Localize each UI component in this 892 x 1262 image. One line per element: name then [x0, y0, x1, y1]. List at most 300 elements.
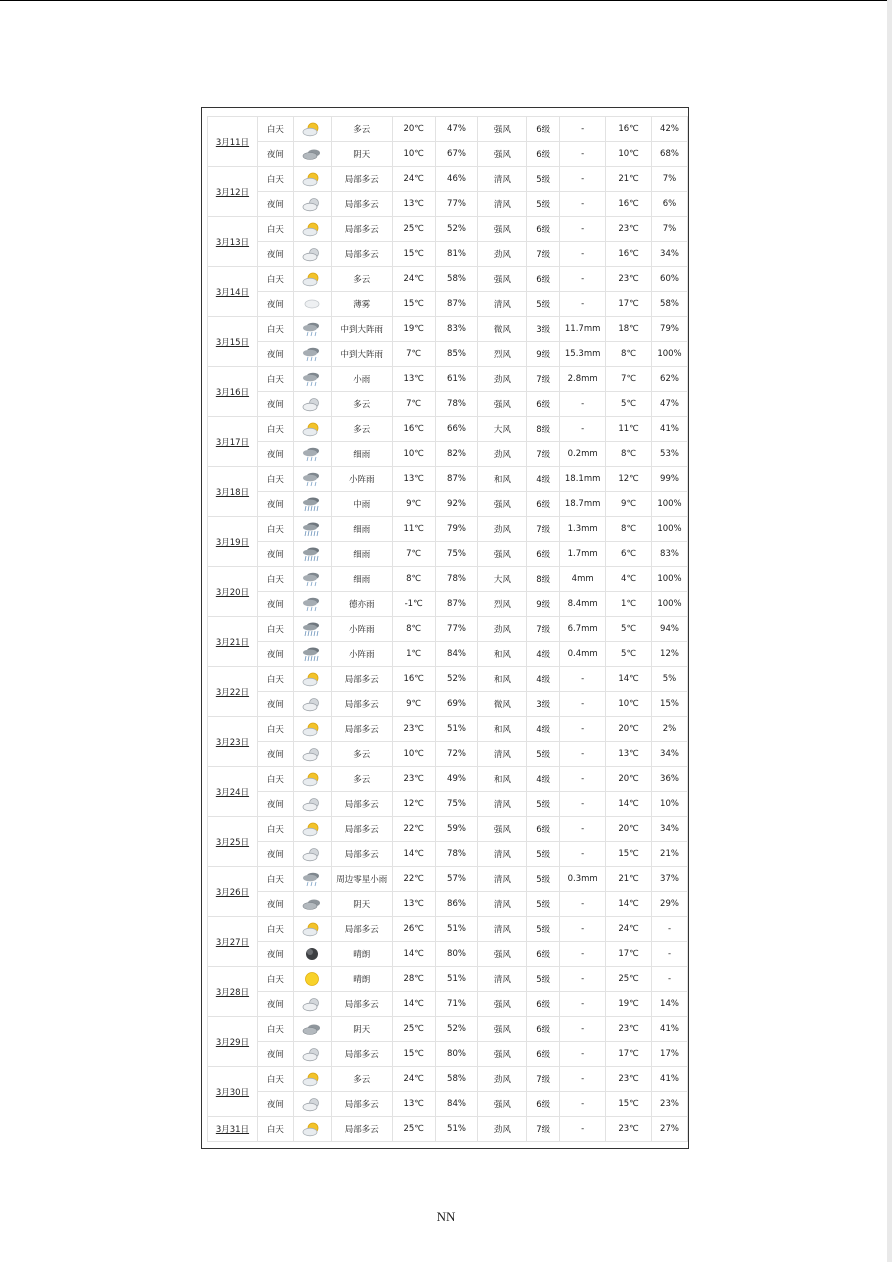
- feels-like-cell: 20℃: [606, 767, 652, 792]
- period-cell: 夜间: [257, 292, 293, 317]
- wind-level-cell: 5级: [527, 842, 560, 867]
- wind-level-cell: 4级: [527, 642, 560, 667]
- period-cell: 白天: [257, 1067, 293, 1092]
- humidity-cell: 71%: [435, 992, 478, 1017]
- top-rule: [0, 0, 892, 1]
- weather-icon-cell: [293, 567, 331, 592]
- period-cell: 夜间: [257, 1042, 293, 1067]
- precipitation-cell: -: [560, 217, 606, 242]
- table-row: [208, 642, 688, 667]
- feels-like-cell: 21℃: [606, 167, 652, 192]
- condition-cell: 晴朗: [331, 967, 392, 992]
- sun-icon: [294, 971, 331, 987]
- humidity-cell: 61%: [435, 367, 478, 392]
- table-row: [208, 1067, 688, 1092]
- cloud-cover-cell: 7%: [651, 167, 687, 192]
- precipitation-cell: -: [560, 1017, 606, 1042]
- precipitation-cell: -: [560, 242, 606, 267]
- wind-level-cell: 7级: [527, 367, 560, 392]
- partly-cloudy-icon: [294, 1121, 331, 1137]
- condition-cell: 中到大阵雨: [331, 342, 392, 367]
- humidity-cell: 84%: [435, 1092, 478, 1117]
- humidity-cell: 47%: [435, 117, 478, 142]
- table-row: [208, 392, 688, 417]
- cloud-cover-cell: 17%: [651, 1042, 687, 1067]
- humidity-cell: 49%: [435, 767, 478, 792]
- feels-like-cell: 14℃: [606, 792, 652, 817]
- cloud-cover-cell: 34%: [651, 742, 687, 767]
- weather-icon-cell: [293, 117, 331, 142]
- partly-cloudy-icon: [294, 121, 331, 137]
- wind-level-cell: 9级: [527, 592, 560, 617]
- period-cell: 白天: [257, 167, 293, 192]
- precipitation-cell: -: [560, 967, 606, 992]
- weather-icon-cell: [293, 767, 331, 792]
- precipitation-cell: 1.3mm: [560, 517, 606, 542]
- cloud-cover-cell: 2%: [651, 717, 687, 742]
- wind-cell: 和风: [478, 467, 527, 492]
- feels-like-cell: 13℃: [606, 742, 652, 767]
- period-cell: 白天: [257, 267, 293, 292]
- rain-icon: [294, 596, 331, 612]
- feels-like-cell: 20℃: [606, 717, 652, 742]
- wind-cell: 强风: [478, 1042, 527, 1067]
- condition-cell: 德亦雨: [331, 592, 392, 617]
- cloud-cover-cell: 83%: [651, 542, 687, 567]
- precipitation-cell: 2.8mm: [560, 367, 606, 392]
- cloud-cover-cell: 60%: [651, 267, 687, 292]
- temperature-cell: 16℃: [392, 667, 435, 692]
- wind-level-cell: 4级: [527, 667, 560, 692]
- condition-cell: 局部多云: [331, 692, 392, 717]
- temperature-cell: 8℃: [392, 567, 435, 592]
- feels-like-cell: 14℃: [606, 667, 652, 692]
- cloud-cover-cell: 10%: [651, 792, 687, 817]
- precipitation-cell: -: [560, 117, 606, 142]
- period-cell: 白天: [257, 717, 293, 742]
- cloud-cover-cell: 15%: [651, 692, 687, 717]
- rain-icon: [294, 871, 331, 887]
- feels-like-cell: 10℃: [606, 692, 652, 717]
- period-cell: 夜间: [257, 342, 293, 367]
- humidity-cell: 51%: [435, 717, 478, 742]
- period-cell: 夜间: [257, 592, 293, 617]
- period-cell: 白天: [257, 917, 293, 942]
- wind-level-cell: 9级: [527, 342, 560, 367]
- weather-icon-cell: [293, 367, 331, 392]
- weather-icon-cell: [293, 167, 331, 192]
- precipitation-cell: -: [560, 892, 606, 917]
- cloud-cover-cell: 5%: [651, 667, 687, 692]
- temperature-cell: 8℃: [392, 617, 435, 642]
- partly-cloudy-icon: [294, 721, 331, 737]
- humidity-cell: 81%: [435, 242, 478, 267]
- partly-cloudy-icon: [294, 921, 331, 937]
- weather-icon-cell: [293, 242, 331, 267]
- period-cell: 白天: [257, 767, 293, 792]
- humidity-cell: 67%: [435, 142, 478, 167]
- weather-icon-cell: [293, 342, 331, 367]
- precipitation-cell: 0.3mm: [560, 867, 606, 892]
- rain-icon: [294, 371, 331, 387]
- feels-like-cell: 11℃: [606, 417, 652, 442]
- condition-cell: 局部多云: [331, 992, 392, 1017]
- weather-icon-cell: [293, 717, 331, 742]
- rain-icon: [294, 571, 331, 587]
- temperature-cell: 14℃: [392, 992, 435, 1017]
- period-cell: 夜间: [257, 192, 293, 217]
- period-cell: 夜间: [257, 892, 293, 917]
- wind-level-cell: 6级: [527, 542, 560, 567]
- wind-cell: 劲风: [478, 242, 527, 267]
- humidity-cell: 83%: [435, 317, 478, 342]
- temperature-cell: 24℃: [392, 267, 435, 292]
- table-row: [208, 667, 688, 692]
- feels-like-cell: 12℃: [606, 467, 652, 492]
- date-cell: 3月21日: [208, 617, 258, 667]
- condition-cell: 细雨: [331, 567, 392, 592]
- temperature-cell: 13℃: [392, 367, 435, 392]
- condition-cell: 中雨: [331, 492, 392, 517]
- wind-cell: 劲风: [478, 517, 527, 542]
- precipitation-cell: 4mm: [560, 567, 606, 592]
- period-cell: 夜间: [257, 792, 293, 817]
- table-row: [208, 917, 688, 942]
- humidity-cell: 86%: [435, 892, 478, 917]
- feels-like-cell: 25℃: [606, 967, 652, 992]
- temperature-cell: 1℃: [392, 642, 435, 667]
- condition-cell: 局部多云: [331, 842, 392, 867]
- date-cell: 3月20日: [208, 567, 258, 617]
- wind-level-cell: 3级: [527, 692, 560, 717]
- wind-level-cell: 4级: [527, 767, 560, 792]
- table-row: [208, 892, 688, 917]
- temperature-cell: 22℃: [392, 867, 435, 892]
- period-cell: 白天: [257, 467, 293, 492]
- table-row: [208, 967, 688, 992]
- temperature-cell: 25℃: [392, 1017, 435, 1042]
- partly-cloudy-icon: [294, 671, 331, 687]
- table-row: [208, 867, 688, 892]
- temperature-cell: 16℃: [392, 417, 435, 442]
- precipitation-cell: -: [560, 792, 606, 817]
- condition-cell: 细雨: [331, 517, 392, 542]
- period-cell: 白天: [257, 817, 293, 842]
- table-row: [208, 217, 688, 242]
- table-row: [208, 117, 688, 142]
- condition-cell: 多云: [331, 1067, 392, 1092]
- period-cell: 夜间: [257, 542, 293, 567]
- weather-icon-cell: [293, 617, 331, 642]
- weather-icon-cell: [293, 992, 331, 1017]
- precipitation-cell: -: [560, 667, 606, 692]
- weather-icon-cell: [293, 417, 331, 442]
- weather-icon-cell: [293, 392, 331, 417]
- wind-cell: 强风: [478, 392, 527, 417]
- condition-cell: 局部多云: [331, 167, 392, 192]
- feels-like-cell: 23℃: [606, 217, 652, 242]
- precipitation-cell: -: [560, 417, 606, 442]
- temperature-cell: 23℃: [392, 767, 435, 792]
- condition-cell: 多云: [331, 267, 392, 292]
- humidity-cell: 51%: [435, 1117, 478, 1142]
- temperature-cell: 26℃: [392, 917, 435, 942]
- partly-cloudy-icon: [294, 771, 331, 787]
- date-cell: 3月31日: [208, 1117, 258, 1142]
- temperature-cell: 24℃: [392, 1067, 435, 1092]
- date-cell: 3月29日: [208, 1017, 258, 1067]
- humidity-cell: 72%: [435, 742, 478, 767]
- feels-like-cell: 10℃: [606, 142, 652, 167]
- wind-level-cell: 6级: [527, 817, 560, 842]
- humidity-cell: 52%: [435, 1017, 478, 1042]
- period-cell: 白天: [257, 867, 293, 892]
- temperature-cell: 9℃: [392, 692, 435, 717]
- night-cloudy-icon: [294, 996, 331, 1012]
- feels-like-cell: 5℃: [606, 642, 652, 667]
- weather-icon-cell: [293, 1117, 331, 1142]
- weather-icon-cell: [293, 642, 331, 667]
- wind-level-cell: 5级: [527, 167, 560, 192]
- wind-level-cell: 4级: [527, 467, 560, 492]
- condition-cell: 局部多云: [331, 1042, 392, 1067]
- temperature-cell: -1℃: [392, 592, 435, 617]
- humidity-cell: 78%: [435, 567, 478, 592]
- table-row: [208, 842, 688, 867]
- period-cell: 白天: [257, 1017, 293, 1042]
- precipitation-cell: -: [560, 917, 606, 942]
- feels-like-cell: 23℃: [606, 267, 652, 292]
- temperature-cell: 14℃: [392, 842, 435, 867]
- feels-like-cell: 23℃: [606, 1017, 652, 1042]
- weather-icon-cell: [293, 942, 331, 967]
- table-row: [208, 442, 688, 467]
- cloud-cover-cell: -: [651, 942, 687, 967]
- condition-cell: 局部多云: [331, 917, 392, 942]
- condition-cell: 小雨: [331, 367, 392, 392]
- cloud-cover-cell: 58%: [651, 292, 687, 317]
- wind-level-cell: 5级: [527, 892, 560, 917]
- wind-cell: 强风: [478, 117, 527, 142]
- feels-like-cell: 7℃: [606, 367, 652, 392]
- humidity-cell: 57%: [435, 867, 478, 892]
- humidity-cell: 78%: [435, 842, 478, 867]
- weather-icon-cell: [293, 792, 331, 817]
- humidity-cell: 69%: [435, 692, 478, 717]
- weather-icon-cell: [293, 1042, 331, 1067]
- period-cell: 白天: [257, 317, 293, 342]
- period-cell: 白天: [257, 417, 293, 442]
- table-row: [208, 492, 688, 517]
- cloud-cover-cell: 37%: [651, 867, 687, 892]
- cloud-cover-cell: 99%: [651, 467, 687, 492]
- feels-like-cell: 19℃: [606, 992, 652, 1017]
- precipitation-cell: -: [560, 1117, 606, 1142]
- table-row: [208, 1117, 688, 1142]
- cloud-cover-cell: 100%: [651, 567, 687, 592]
- date-cell: 3月11日: [208, 117, 258, 167]
- feels-like-cell: 15℃: [606, 1092, 652, 1117]
- humidity-cell: 80%: [435, 942, 478, 967]
- condition-cell: 晴朗: [331, 942, 392, 967]
- cloud-cover-cell: 7%: [651, 217, 687, 242]
- wind-cell: 强风: [478, 1092, 527, 1117]
- precipitation-cell: 0.4mm: [560, 642, 606, 667]
- condition-cell: 局部多云: [331, 192, 392, 217]
- date-cell: 3月25日: [208, 817, 258, 867]
- wind-level-cell: 6级: [527, 942, 560, 967]
- wind-cell: 劲风: [478, 1117, 527, 1142]
- feels-like-cell: 9℃: [606, 492, 652, 517]
- cloud-cover-cell: 14%: [651, 992, 687, 1017]
- feels-like-cell: 17℃: [606, 942, 652, 967]
- cloud-cover-cell: 94%: [651, 617, 687, 642]
- weather-icon-cell: [293, 492, 331, 517]
- partly-cloudy-icon: [294, 271, 331, 287]
- wind-cell: 清风: [478, 867, 527, 892]
- wind-cell: 清风: [478, 967, 527, 992]
- wind-level-cell: 5级: [527, 292, 560, 317]
- date-cell: 3月22日: [208, 667, 258, 717]
- period-cell: 夜间: [257, 492, 293, 517]
- cloud-cover-cell: 23%: [651, 1092, 687, 1117]
- cloud-cover-cell: 34%: [651, 242, 687, 267]
- wind-cell: 清风: [478, 167, 527, 192]
- cloud-cover-cell: 100%: [651, 517, 687, 542]
- condition-cell: 多云: [331, 742, 392, 767]
- wind-level-cell: 6级: [527, 1092, 560, 1117]
- wind-cell: 强风: [478, 942, 527, 967]
- night-cloudy-icon: [294, 696, 331, 712]
- precipitation-cell: -: [560, 942, 606, 967]
- rain-icon: [294, 346, 331, 362]
- temperature-cell: 15℃: [392, 242, 435, 267]
- wind-cell: 强风: [478, 267, 527, 292]
- temperature-cell: 15℃: [392, 1042, 435, 1067]
- wind-level-cell: 5级: [527, 967, 560, 992]
- mist-icon: [294, 296, 331, 312]
- precipitation-cell: -: [560, 292, 606, 317]
- feels-like-cell: 8℃: [606, 342, 652, 367]
- period-cell: 夜间: [257, 642, 293, 667]
- table-row: [208, 267, 688, 292]
- table-row: [208, 617, 688, 642]
- precipitation-cell: -: [560, 992, 606, 1017]
- precipitation-cell: -: [560, 392, 606, 417]
- precipitation-cell: -: [560, 1067, 606, 1092]
- heavy-rain-icon: [294, 521, 331, 537]
- weather-table-body: [208, 117, 688, 1142]
- wind-level-cell: 6级: [527, 492, 560, 517]
- feels-like-cell: 16℃: [606, 192, 652, 217]
- condition-cell: 多云: [331, 417, 392, 442]
- heavy-rain-icon: [294, 546, 331, 562]
- condition-cell: 局部多云: [331, 217, 392, 242]
- condition-cell: 细雨: [331, 542, 392, 567]
- feels-like-cell: 18℃: [606, 317, 652, 342]
- cloud-cover-cell: 100%: [651, 342, 687, 367]
- wind-cell: 和风: [478, 717, 527, 742]
- weather-icon-cell: [293, 217, 331, 242]
- condition-cell: 局部多云: [331, 1117, 392, 1142]
- table-row: [208, 567, 688, 592]
- wind-cell: 和风: [478, 767, 527, 792]
- humidity-cell: 52%: [435, 217, 478, 242]
- period-cell: 白天: [257, 367, 293, 392]
- weather-icon-cell: [293, 892, 331, 917]
- precipitation-cell: 1.7mm: [560, 542, 606, 567]
- humidity-cell: 87%: [435, 592, 478, 617]
- period-cell: 夜间: [257, 242, 293, 267]
- table-row: [208, 167, 688, 192]
- wind-cell: 清风: [478, 742, 527, 767]
- night-cloudy-icon: [294, 246, 331, 262]
- table-row: [208, 1017, 688, 1042]
- period-cell: 白天: [257, 967, 293, 992]
- wind-cell: 强风: [478, 492, 527, 517]
- cloud-cover-cell: 41%: [651, 1067, 687, 1092]
- condition-cell: 局部多云: [331, 1092, 392, 1117]
- humidity-cell: 85%: [435, 342, 478, 367]
- weather-icon-cell: [293, 192, 331, 217]
- page-number: NN: [436, 1209, 456, 1224]
- moon-icon: [294, 946, 331, 962]
- humidity-cell: 52%: [435, 667, 478, 692]
- period-cell: 夜间: [257, 142, 293, 167]
- cloud-cover-cell: 12%: [651, 642, 687, 667]
- date-cell: 3月23日: [208, 717, 258, 767]
- wind-cell: 强风: [478, 142, 527, 167]
- feels-like-cell: 23℃: [606, 1117, 652, 1142]
- precipitation-cell: -: [560, 742, 606, 767]
- rain-icon: [294, 471, 331, 487]
- humidity-cell: 84%: [435, 642, 478, 667]
- wind-level-cell: 7级: [527, 517, 560, 542]
- table-row: [208, 342, 688, 367]
- date-cell: 3月17日: [208, 417, 258, 467]
- period-cell: 夜间: [257, 1092, 293, 1117]
- table-row: [208, 592, 688, 617]
- weather-icon-cell: [293, 867, 331, 892]
- period-cell: 夜间: [257, 442, 293, 467]
- wind-level-cell: 6级: [527, 142, 560, 167]
- weather-icon-cell: [293, 1017, 331, 1042]
- table-row: [208, 542, 688, 567]
- humidity-cell: 46%: [435, 167, 478, 192]
- humidity-cell: 51%: [435, 917, 478, 942]
- feels-like-cell: 21℃: [606, 867, 652, 892]
- feels-like-cell: 5℃: [606, 617, 652, 642]
- period-cell: 白天: [257, 567, 293, 592]
- period-cell: 白天: [257, 217, 293, 242]
- precipitation-cell: 6.7mm: [560, 617, 606, 642]
- cloud-cover-cell: 100%: [651, 492, 687, 517]
- weather-icon-cell: [293, 442, 331, 467]
- wind-level-cell: 5级: [527, 742, 560, 767]
- date-cell: 3月18日: [208, 467, 258, 517]
- temperature-cell: 10℃: [392, 742, 435, 767]
- humidity-cell: 87%: [435, 292, 478, 317]
- heavy-rain-icon: [294, 621, 331, 637]
- temperature-cell: 7℃: [392, 392, 435, 417]
- wind-cell: 和风: [478, 667, 527, 692]
- wind-level-cell: 8级: [527, 417, 560, 442]
- feels-like-cell: 20℃: [606, 817, 652, 842]
- wind-level-cell: 6级: [527, 217, 560, 242]
- wind-level-cell: 8级: [527, 567, 560, 592]
- wind-level-cell: 7级: [527, 442, 560, 467]
- feels-like-cell: 5℃: [606, 392, 652, 417]
